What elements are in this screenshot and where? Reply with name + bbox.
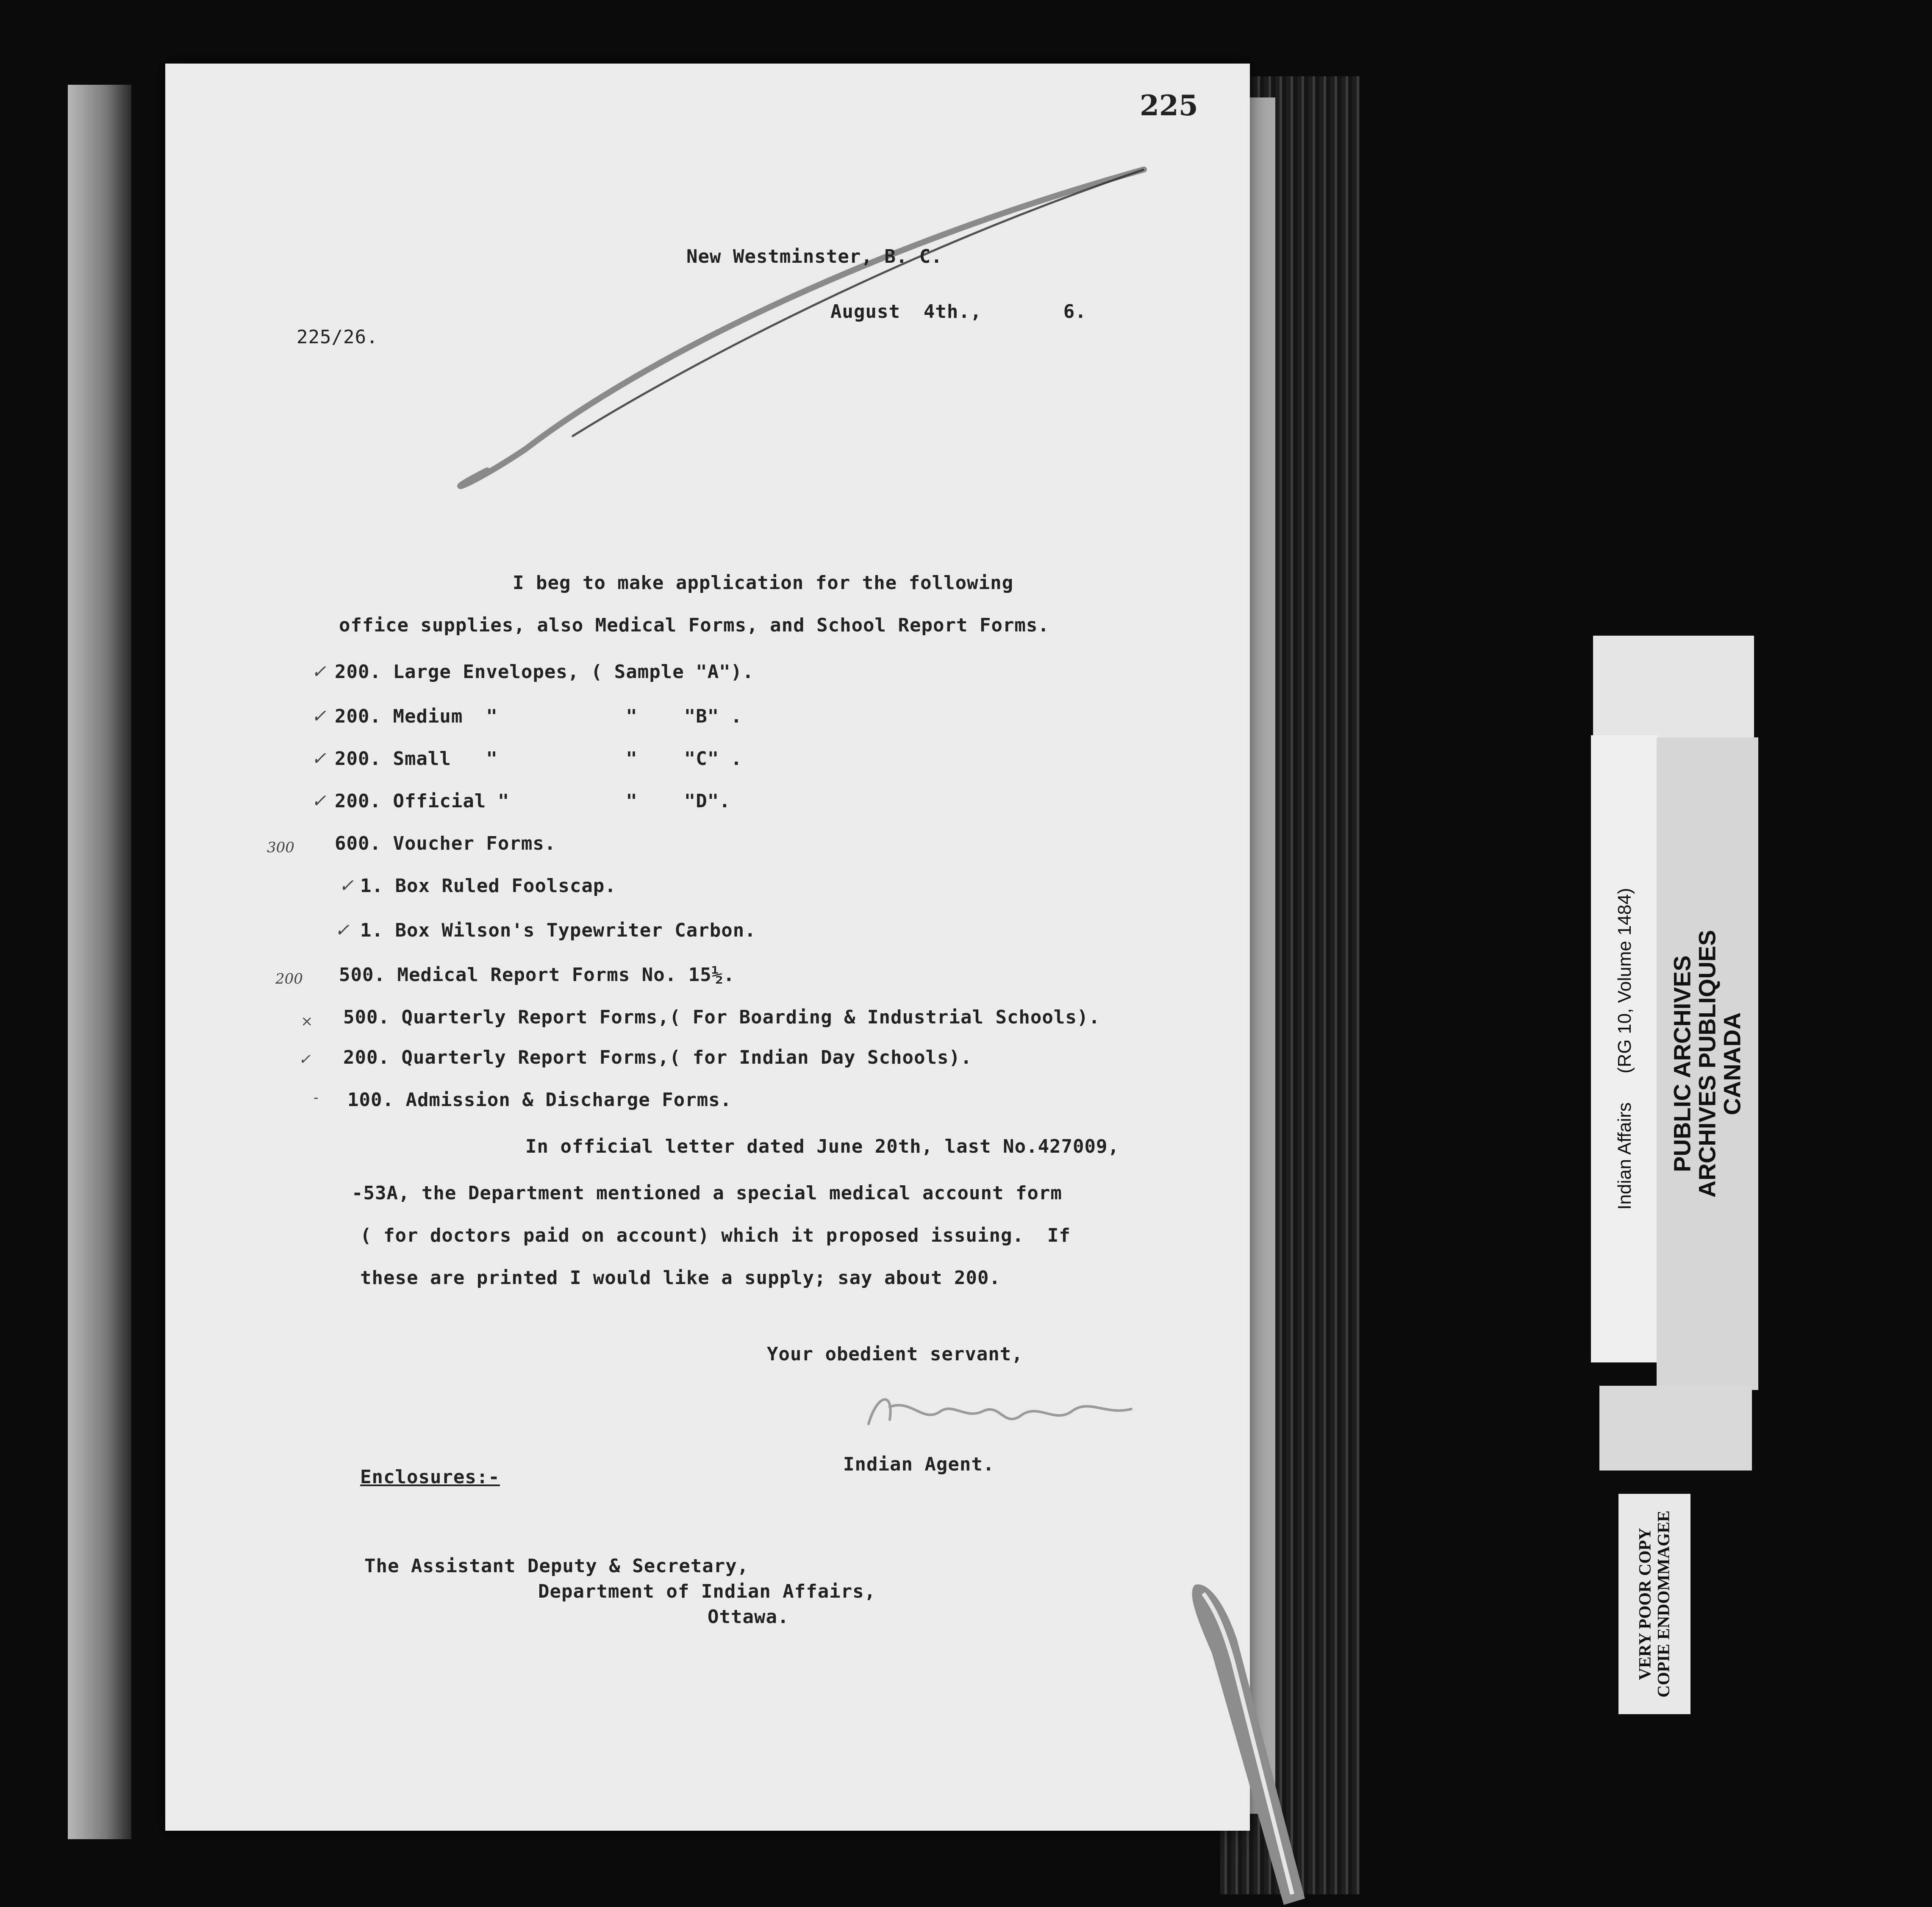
item-mark: ✓ — [311, 790, 327, 811]
archive-line-2: ARCHIVES PUBLIQUES — [1693, 930, 1721, 1198]
intro-line-1: I beg to make application for the following — [513, 572, 1014, 594]
list-item: 200. Medium " " "B" . — [335, 706, 743, 727]
archive-collection-label — [1591, 735, 1659, 1362]
volume-left-edge — [68, 85, 131, 1839]
item-mark: 300 — [267, 839, 294, 856]
list-item: 200. Large Envelopes, ( Sample "A"). — [335, 661, 754, 683]
list-item: 100. Admission & Discharge Forms. — [347, 1089, 732, 1111]
item-mark: ✓ — [299, 1051, 311, 1068]
archive-institution-label — [1657, 737, 1758, 1390]
list-item: 200. Official " " "D". — [335, 790, 731, 812]
quality-line-2: COPIE ENDOMMAGEE — [1654, 1510, 1673, 1698]
paragraph-2-line-4: these are printed I would like a supply; say about 200. — [360, 1267, 1001, 1289]
item-mark: × — [301, 1013, 313, 1030]
letter-date: August 4th., 6. — [830, 301, 1087, 322]
folio-number: 225 — [1140, 89, 1198, 122]
copy-quality-label — [1618, 1494, 1690, 1714]
item-mark: - — [314, 1089, 319, 1106]
list-item: 500. Medical Report Forms No. 15½. — [339, 964, 735, 986]
paragraph-2-line-1: In official letter dated June 20th, last No.427009, — [525, 1136, 1120, 1157]
archive-line-3: CANADA — [1718, 1012, 1746, 1115]
pen-nib-pointer — [1178, 1576, 1313, 1907]
list-item: 1. Box Ruled Foolscap. — [360, 875, 616, 897]
item-mark: ✓ — [311, 748, 327, 769]
address-line-2: Department of Indian Affairs, — [538, 1581, 876, 1602]
list-item: 600. Voucher Forms. — [335, 833, 556, 854]
item-mark: ✓ — [311, 706, 327, 726]
pencil-stroke-mark — [165, 64, 1250, 530]
address-line-1: The Assistant Deputy & Secretary, — [364, 1555, 749, 1577]
handwritten-signature — [860, 1386, 1157, 1441]
item-mark: ✓ — [335, 920, 350, 940]
enclosures-heading: Enclosures:- — [360, 1466, 500, 1488]
paper-tab-middle — [1599, 1386, 1752, 1471]
quality-line-1: VERY POOR COPY — [1635, 1528, 1654, 1680]
file-reference: 225/26. — [297, 326, 378, 348]
list-item: 200. Small " " "C" . — [335, 748, 743, 770]
letter-place: New Westminster, B. C. — [686, 246, 943, 267]
intro-line-2: office supplies, also Medical Forms, and School Report Forms. — [339, 614, 1049, 636]
item-mark: ✓ — [311, 661, 327, 682]
signatory-title: Indian Agent. — [843, 1454, 995, 1475]
list-item: 1. Box Wilson's Typewriter Carbon. — [360, 920, 756, 941]
list-item: 500. Quarterly Report Forms,( For Boarding & Industrial Schools). — [343, 1006, 1100, 1028]
list-item: 200. Quarterly Report Forms,( for Indian Day Schools). — [343, 1047, 972, 1068]
item-mark: ✓ — [339, 875, 354, 896]
collection-reference: (RG 10, Volume 1484) — [1614, 888, 1635, 1074]
paragraph-2-line-3: ( for doctors paid on account) which it proposed issuing. If — [360, 1225, 1071, 1246]
archive-line-1: PUBLIC ARCHIVES — [1668, 955, 1696, 1172]
collection-name: Indian Affairs — [1614, 1102, 1635, 1210]
address-line-3: Ottawa. — [708, 1606, 789, 1628]
item-mark: 200 — [275, 970, 303, 987]
closing-line: Your obedient servant, — [767, 1343, 1023, 1365]
paragraph-2-line-2: -53A, the Department mentioned a special medical account form — [352, 1182, 1062, 1204]
letter-page — [165, 64, 1250, 1831]
